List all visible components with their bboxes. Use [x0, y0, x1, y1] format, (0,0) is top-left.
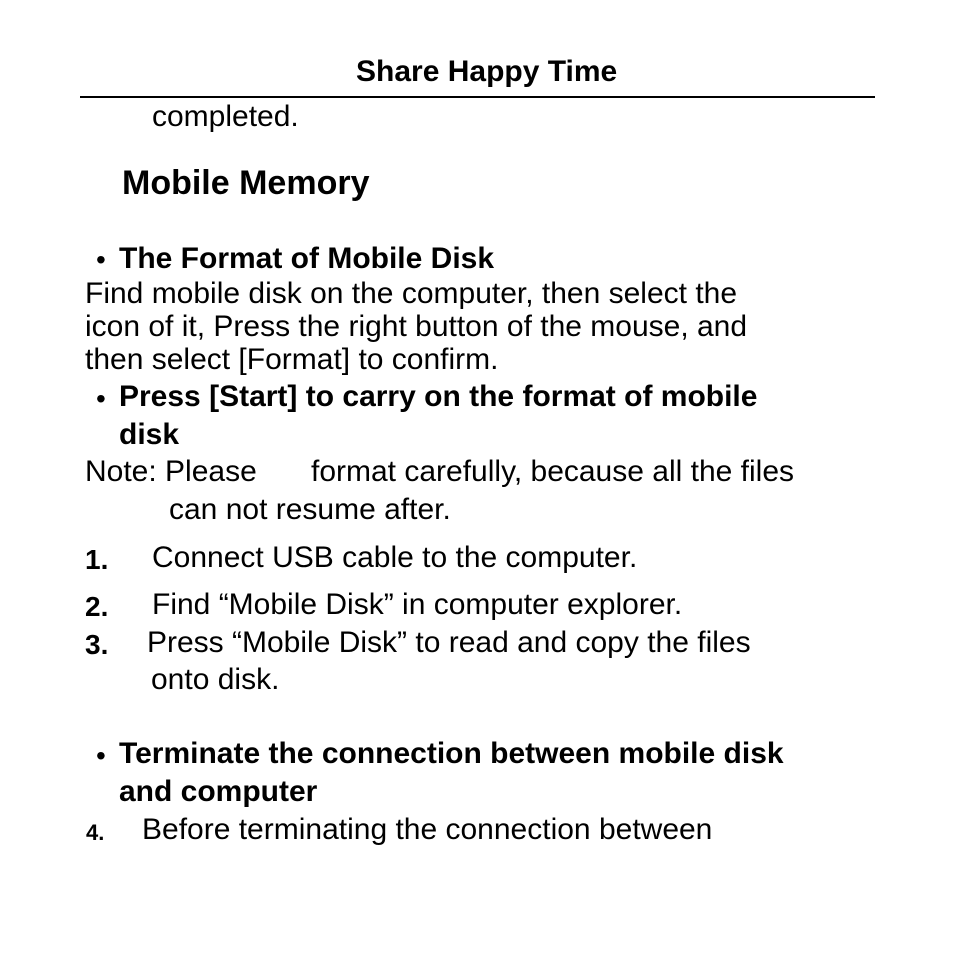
step-text: Connect USB cable to the computer. — [152, 541, 638, 574]
page-header-title: Share Happy Time — [356, 55, 618, 88]
note-label: Note: Please — [85, 455, 257, 488]
bullet-icon: • — [96, 383, 106, 414]
step-number: 4. — [86, 820, 105, 845]
step-number: 1. — [85, 544, 109, 575]
format-disk-line: then select [Format] to confirm. — [85, 343, 499, 376]
step-text: onto disk. — [151, 663, 280, 696]
terminate-heading: and computer — [119, 775, 318, 808]
section-title: Mobile Memory — [122, 164, 370, 202]
press-start-heading: disk — [119, 418, 180, 451]
bullet-icon: • — [96, 244, 106, 275]
step-text: Press “Mobile Disk” to read and copy the files — [147, 626, 751, 659]
header-divider — [80, 96, 875, 98]
step-text: Find “Mobile Disk” in computer explorer. — [152, 588, 683, 621]
press-start-heading: Press [Start] to carry on the format of mobile — [119, 380, 758, 413]
note-continuation: can not resume after. — [169, 493, 451, 526]
step-number: 3. — [85, 629, 109, 660]
format-disk-heading: The Format of Mobile Disk — [119, 242, 495, 275]
step-text: Before terminating the connection between — [142, 813, 713, 846]
step-number: 2. — [85, 591, 109, 622]
format-disk-line: Find mobile disk on the computer, then select the — [85, 277, 738, 310]
note-text: format carefully, because all the files — [311, 455, 795, 488]
intro-text: completed. — [152, 100, 299, 133]
format-disk-line: icon of it, Press the right button of the mouse, and — [85, 310, 748, 343]
bullet-icon: • — [96, 740, 106, 771]
terminate-heading: Terminate the connection between mobile disk — [119, 737, 784, 770]
